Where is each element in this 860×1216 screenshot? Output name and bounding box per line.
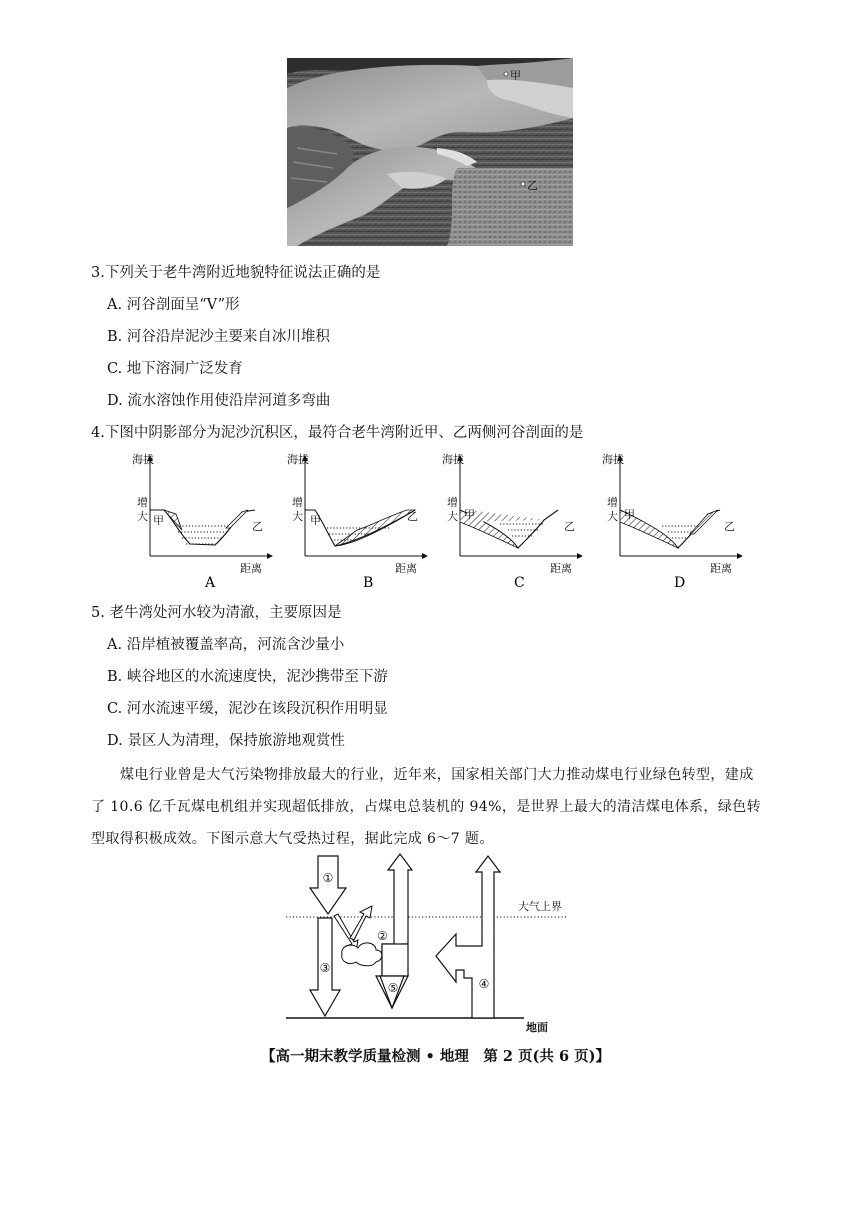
panel-a-side-right: 乙 (252, 520, 263, 533)
question-5-option-b: B. 峡谷地区的水流速度快，泥沙携带至下游 (107, 669, 388, 685)
panel-b-x-axis: 距离 (395, 562, 417, 575)
arrow-1 (310, 856, 346, 914)
arrow-3-label: ③ (319, 961, 331, 975)
panel-d-y-increase-2: 大 (607, 510, 618, 523)
panel-c-x-axis: 距离 (550, 562, 572, 575)
passage-line-2: 了 10.6 亿千瓦煤电机组并实现超低排放，占煤电总装机的 94%，是世界上最大的清洁煤电体系，绿色转 (91, 799, 762, 815)
panel-b-side-right: 乙 (407, 510, 418, 523)
arrow-2-label: ② (377, 929, 388, 943)
panel-d (602, 452, 740, 591)
question-3-option-c: C. 地下溶洞广泛发育 (107, 361, 243, 377)
question-5-option-d: D. 景区人为清理，保持旅游地观赏性 (107, 733, 345, 749)
page-footer: 【高一期末教学质量检测 • 地理 第 2 页(共 6 页)】 (261, 1048, 610, 1065)
landscape-photo-drawing (287, 58, 573, 246)
panel-b (287, 452, 425, 591)
passage-line-1: 煤电行业曾是大气污染物排放最大的行业，近年来，国家相关部门大力推动煤电行业绿色转型，建成 (120, 767, 754, 783)
panel-b-y-increase-1: 增 (292, 496, 303, 509)
question-3-stem: 3.下列关于老牛湾附近地貌特征说法正确的是 (91, 265, 381, 281)
question-3-option-d: D. 流水溶蚀作用使沿岸河道多弯曲 (107, 393, 331, 409)
arrow-4-label: ④ (478, 977, 490, 991)
panel-c (442, 452, 580, 591)
panel-c-side-left: 甲 (464, 508, 475, 521)
panel-b-side-left: 甲 (310, 514, 321, 527)
panel-c-y-increase-2: 大 (447, 510, 458, 523)
landscape-photo (287, 58, 573, 246)
panel-a-y-axis: 海拔 (132, 453, 154, 466)
panel-c-y-increase-1: 增 (447, 496, 458, 509)
question-3-option-b: B. 河谷沿岸泥沙主要来自冰川堆积 (107, 329, 330, 345)
panel-d-y-increase-1: 增 (607, 496, 618, 509)
arrow-2 (350, 906, 372, 940)
panel-a (132, 452, 270, 591)
river-profile-diagrams (120, 448, 760, 594)
arrow-1-label: ① (322, 871, 334, 885)
panel-c-label: C (514, 575, 525, 591)
ground-label: 地面 (526, 1021, 548, 1034)
photo-marker-jia: 甲 (510, 69, 521, 82)
arrow-4 (436, 856, 500, 1018)
panel-d-label: D (674, 575, 686, 591)
panel-a-label: A (205, 575, 216, 591)
question-5-option-a: A. 沿岸植被覆盖率高，河流含沙量小 (107, 637, 345, 653)
panel-d-side-left: 甲 (624, 508, 635, 521)
atmosphere-top-label: 大气上界 (518, 900, 562, 913)
question-3-option-a: A. 河谷剖面呈“V”形 (107, 297, 240, 313)
photo-marker-yi: 乙 (527, 179, 538, 192)
panel-d-side-right: 乙 (724, 520, 735, 533)
atmosphere-heating-diagram (280, 852, 590, 1038)
panel-a-x-axis: 距离 (240, 562, 262, 575)
panel-d-y-axis: 海拔 (602, 453, 624, 466)
panel-b-y-axis: 海拔 (287, 453, 309, 466)
panel-a-y-increase-2: 大 (137, 510, 148, 523)
panel-a-y-increase-1: 增 (137, 496, 148, 509)
arrow-5-label: ⑤ (387, 981, 399, 995)
panel-a-side-left: 甲 (153, 514, 164, 527)
cloud-icon (342, 943, 382, 966)
panel-b-y-increase-2: 大 (292, 510, 303, 523)
panel-c-side-right: 乙 (564, 520, 575, 533)
question-5-stem: 5. 老牛湾处河水较为清澈，主要原因是 (91, 605, 342, 621)
question-4-stem: 4.下图中阴影部分为泥沙沉积区，最符合老牛湾附近甲、乙两侧河谷剖面的是 (91, 425, 584, 441)
panel-b-label: B (363, 575, 374, 591)
passage-line-3: 型取得积极成效。下图示意大气受热过程，据此完成 6～7 题。 (91, 831, 494, 847)
panel-d-x-axis: 距离 (710, 562, 732, 575)
panel-c-y-axis: 海拔 (442, 453, 464, 466)
question-5-option-c: C. 河水流速平缓，泥沙在该段沉积作用明显 (107, 701, 388, 717)
